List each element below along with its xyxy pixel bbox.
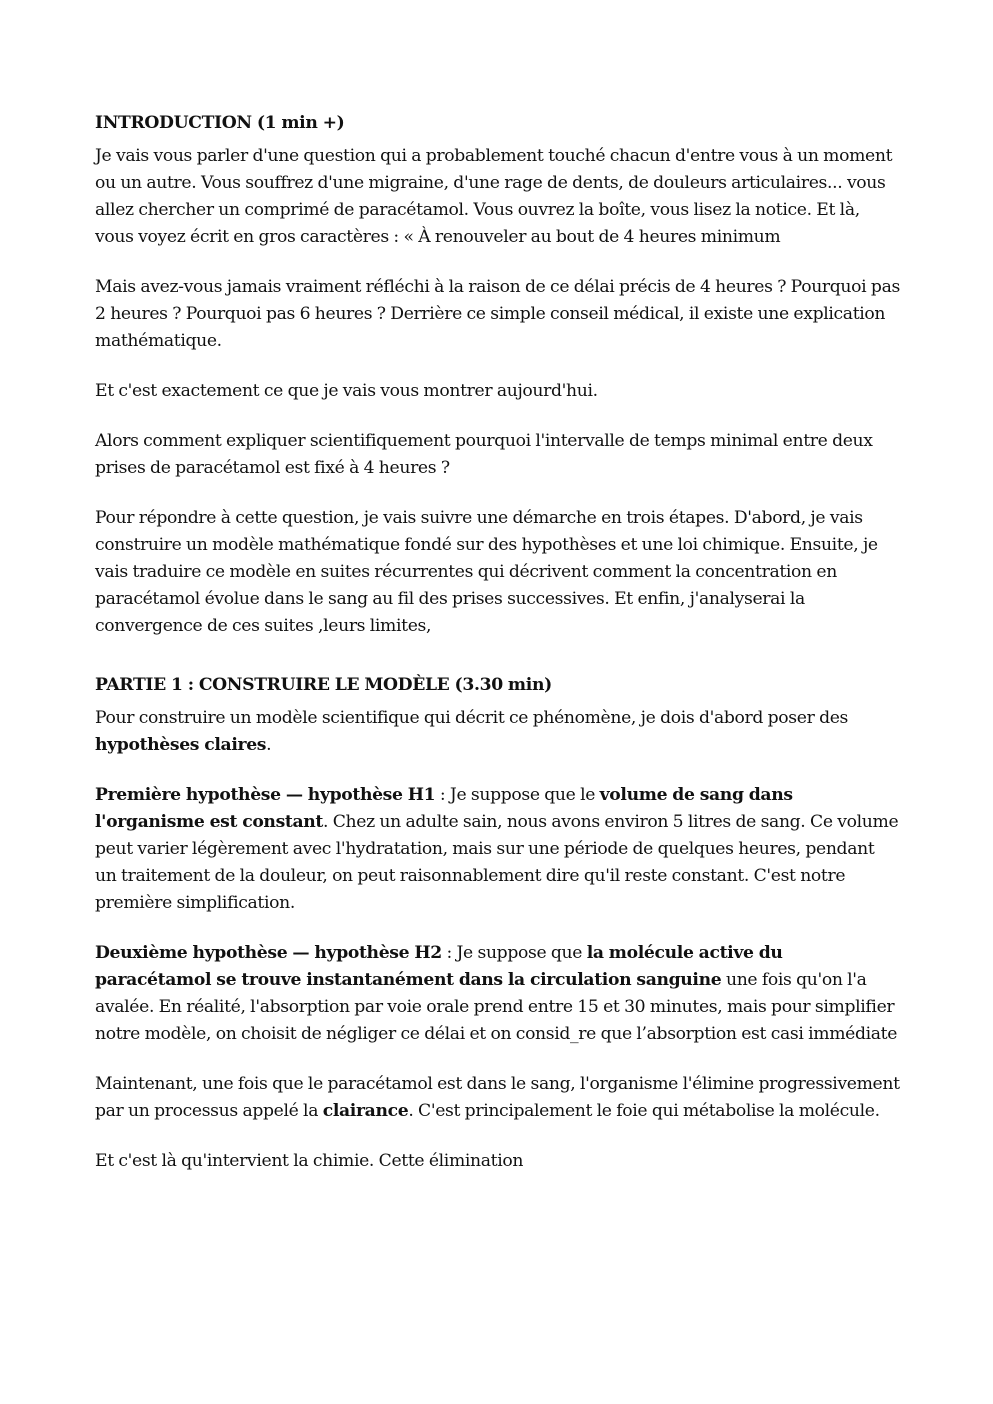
part1-heading: PARTIE 1 : CONSTRUIRE LE MODÈLE (3.30 min)	[95, 675, 552, 695]
hypothesis-h1-bold: volume de sang dans l'organisme est constant	[95, 785, 793, 832]
clairance-text-a: Maintenant, une fois que le paracétamol est dans le sang, l'organisme l'élimine progressivement par un processus appelé la	[95, 1074, 900, 1121]
intro-paragraph-2: Mais avez-vous jamais vraiment réfléchi à la raison de ce délai précis de 4 heures ? Pourquoi pas 2 heures ? Pourquoi pas 6 heures ? Derrière ce simple conseil médical, il existe une explication mathématique.	[95, 277, 900, 351]
intro-heading: INTRODUCTION (1 min +)	[95, 113, 345, 133]
part1-paragraph-1	[95, 705, 900, 759]
document-page	[95, 110, 900, 1198]
part1-p1-bold: hypothèses claires	[95, 735, 267, 755]
clairance-bold: clairance	[322, 1101, 409, 1121]
hypothesis-h1-text-a: : Je suppose que le	[435, 785, 600, 805]
clairance-text-b: . C'est principalement le foie qui métabolise la molécule.	[408, 1101, 880, 1121]
hypothesis-h2-text-a: : Je suppose que	[441, 943, 587, 963]
intro-paragraph-3: Et c'est exactement ce que je vais vous montrer aujourd'hui.	[95, 381, 598, 401]
hypothesis-h2-label: Deuxième hypothèse — hypothèse H2	[95, 943, 442, 963]
intro-paragraph-1: Je vais vous parler d'une question qui a probablement touché chacun d'entre vous à un moment ou un autre. Vous souffrez d'une migraine, d'une rage de dents, de douleurs articulaires... vous allez chercher un comprimé de paracétamol. Vous ouvrez la boîte, vous lisez la notice. Et là, vous voyez écrit en gros caractères : « À renouveler au bout de 4 heures minimum	[95, 146, 893, 247]
part1-p1-text: Pour construire un modèle scientifique qui décrit ce phénomène, je dois d'abord poser des	[95, 708, 849, 728]
hypothesis-h2-text-b: une fois qu'on l'a avalée. En réalité, l'absorption par voie orale prend entre 15 et 30 minutes, mais pour simplifier notre modèle, on choisit de négliger ce délai et on consid_re que l’absorption est casi immédiate	[95, 970, 898, 1044]
intro-paragraph-4: Alors comment expliquer scientifiquement pourquoi l'intervalle de temps minimal entre deux prises de paracétamol est fixé à 4 heures ?	[95, 431, 873, 478]
hypothesis-h1-text-b: . Chez un adulte sain, nous avons environ 5 litres de sang. Ce volume peut varier légèrement avec l'hydratation, mais sur une période de quelques heures, pendant un traitement de la douleur, on peut raisonnablement dire qu'il reste constant. C'est notre première simplification.	[95, 812, 899, 913]
hypothesis-h2-bold: la molécule active du paracétamol se trouve instantanément dans la circulation sanguine	[95, 943, 783, 990]
chemistry-paragraph: Et c'est là qu'intervient la chimie. Cette élimination	[95, 1151, 524, 1171]
hypothesis-h1-paragraph	[95, 782, 900, 917]
part1-p1-end: .	[266, 735, 272, 755]
hypothesis-h1-label: Première hypothèse — hypothèse H1	[95, 785, 436, 805]
clairance-paragraph	[95, 1071, 900, 1125]
intro-paragraph-5: Pour répondre à cette question, je vais suivre une démarche en trois étapes. D'abord, je vais construire un modèle mathématique fondé sur des hypothèses et une loi chimique. Ensuite, je vais traduire ce modèle en suites récurrentes qui décrivent comment la concentration en paracétamol évolue dans le sang au fil des prises successives. Et enfin, j'analyserai la convergence de ces suites ,leurs limites,	[95, 508, 878, 636]
hypothesis-h2-paragraph	[95, 940, 900, 1048]
